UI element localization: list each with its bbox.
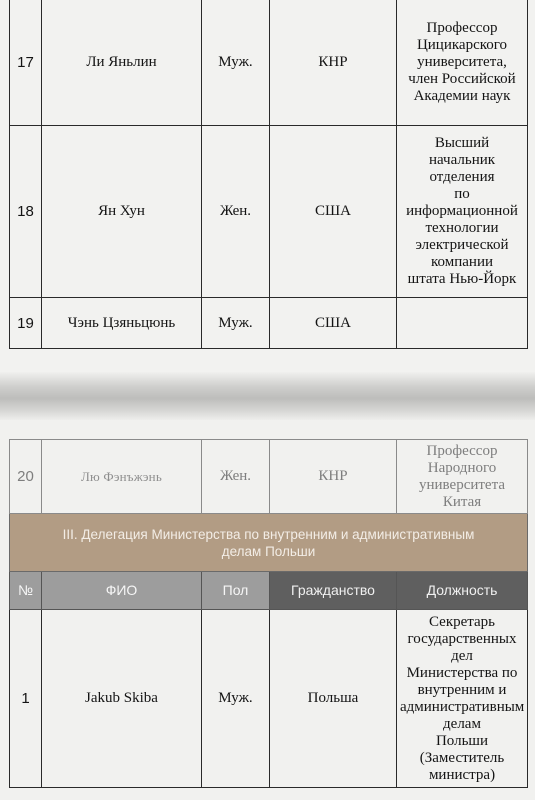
fio-cell: Ли Яньлин <box>42 0 202 126</box>
gender-cell: Жен. <box>202 126 270 298</box>
header-citizenship: Гражданство <box>270 572 397 610</box>
table-row <box>10 298 528 349</box>
position-cell <box>397 298 528 349</box>
header-position: Должность <box>397 572 528 610</box>
row-number: 20 <box>10 440 42 514</box>
citizenship-cell: США <box>270 126 397 298</box>
gender-cell: Муж. <box>202 610 270 788</box>
participants-table-bottom <box>9 439 528 788</box>
row-number: 18 <box>10 126 42 298</box>
table-row <box>10 440 528 514</box>
participants-table-top <box>9 0 528 349</box>
section-header-row <box>10 514 528 572</box>
column-header-row <box>10 572 528 610</box>
fio-cell: Лю Фэнъжэнь <box>42 440 202 514</box>
position-cell: Профессор Цицикарского университета, член Российской Академии наук <box>397 0 528 126</box>
section-title: III. Делегация Министерства по внутренним и административным делам Польши <box>10 514 528 572</box>
position-cell: Секретарь государственных дел Министерства по внутренним и административным делам Польши (Заместитель министра) <box>397 610 528 788</box>
row-number: 17 <box>10 0 42 126</box>
gender-cell: Муж. <box>202 298 270 349</box>
gender-cell: Жен. <box>202 440 270 514</box>
gender-cell: Муж. <box>202 0 270 126</box>
fio-cell: Jakub Skiba <box>42 610 202 788</box>
table-row <box>10 610 528 788</box>
table-row <box>10 126 528 298</box>
header-fio: ФИО <box>42 572 202 610</box>
citizenship-cell: КНР <box>270 440 397 514</box>
position-cell: Высший начальник отделения по информационной технологии электрической компании штата Нью-Йорк <box>397 126 528 298</box>
row-number: 1 <box>10 610 42 788</box>
fio-cell: Чэнь Цзяньцюнь <box>42 298 202 349</box>
citizenship-cell: КНР <box>270 0 397 126</box>
position-cell: Профессор Народного университета Китая <box>397 440 528 514</box>
fio-cell: Ян Хун <box>42 126 202 298</box>
header-gender: Пол <box>202 572 270 610</box>
header-num: № <box>10 572 42 610</box>
table-row <box>10 0 528 126</box>
page-gap <box>0 372 535 420</box>
citizenship-cell: США <box>270 298 397 349</box>
citizenship-cell: Польша <box>270 610 397 788</box>
row-number: 19 <box>10 298 42 349</box>
